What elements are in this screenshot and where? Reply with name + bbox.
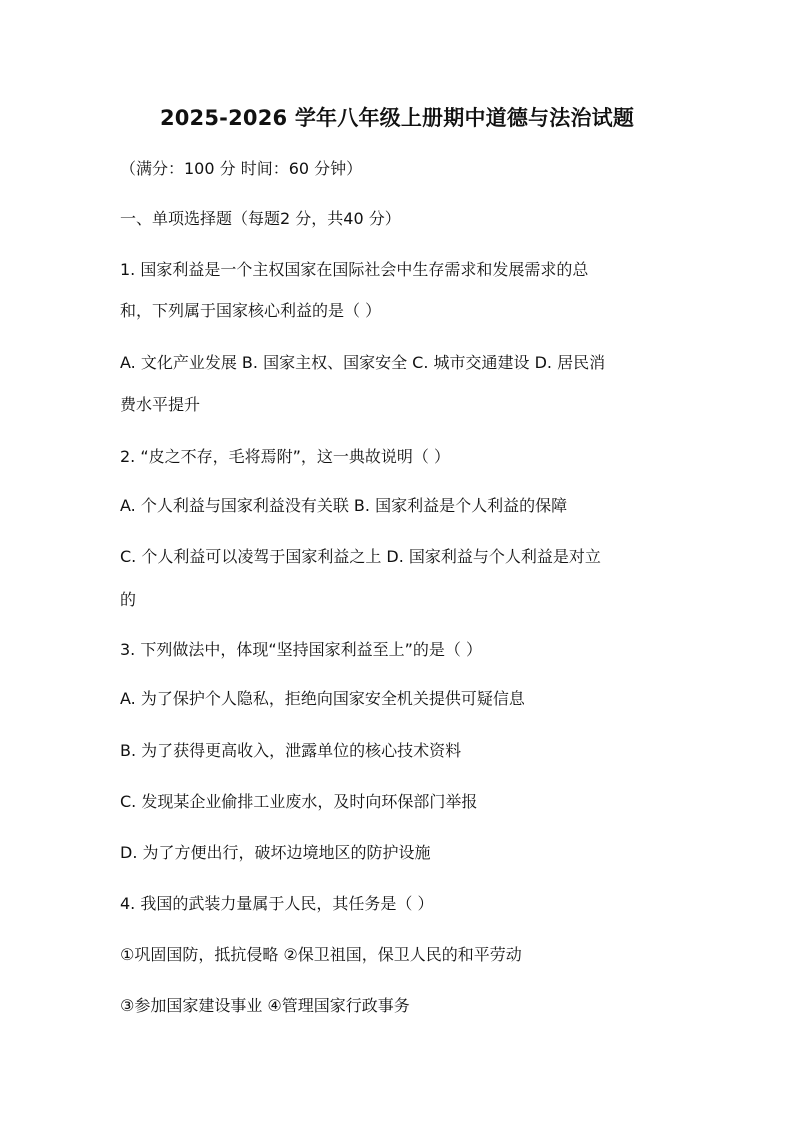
question-3-option-c: C. 发现某企业偷排工业废水，及时向环保部门举报 <box>120 792 478 811</box>
question-1-options-line-2: 费水平提升 <box>120 395 201 414</box>
question-2-options-line-3: 的 <box>120 590 137 609</box>
question-3-option-b: B. 为了获得更高收入，泄露单位的核心技术资料 <box>120 741 462 760</box>
question-2-stem: 2. “皮之不存，毛将焉附”，这一典故说明（ ） <box>120 447 451 466</box>
question-3-stem: 3. 下列做法中，体现“坚持国家利益至上”的是（ ） <box>120 640 483 659</box>
question-4-options-line-2: ③参加国家建设事业 ④管理国家行政事务 <box>120 996 410 1015</box>
page-title: 2025-2026 学年八年级上册期中道德与法治试题 <box>159 106 635 130</box>
question-4-options-line-1: ①巩固国防，抵抗侵略 ②保卫祖国，保卫人民的和平劳动 <box>120 945 522 964</box>
question-2-options-line-1: A. 个人利益与国家利益没有关联 B. 国家利益是个人利益的保障 <box>120 496 568 515</box>
question-3-option-a: A. 为了保护个人隐私，拒绝向国家安全机关提供可疑信息 <box>120 689 525 708</box>
question-2-options-line-2: C. 个人利益可以凌驾于国家利益之上 D. 国家利益与个人利益是对立 <box>120 547 601 566</box>
question-1-stem-line-2: 和，下列属于国家核心利益的是（ ） <box>120 301 382 320</box>
question-4-stem: 4. 我国的武装力量属于人民，其任务是（ ） <box>120 894 434 913</box>
exam-info: （满分：100 分 时间：60 分钟） <box>120 159 363 178</box>
section-heading: 一、单项选择题（每题2 分，共40 分） <box>120 209 401 228</box>
question-3-option-d: D. 为了方便出行，破坏边境地区的防护设施 <box>120 843 431 862</box>
question-1-stem-line-1: 1. 国家利益是一个主权国家在国际社会中生存需求和发展需求的总 <box>120 260 589 279</box>
question-1-options-line-1: A. 文化产业发展 B. 国家主权、国家安全 C. 城市交通建设 D. 居民消 <box>120 353 606 372</box>
